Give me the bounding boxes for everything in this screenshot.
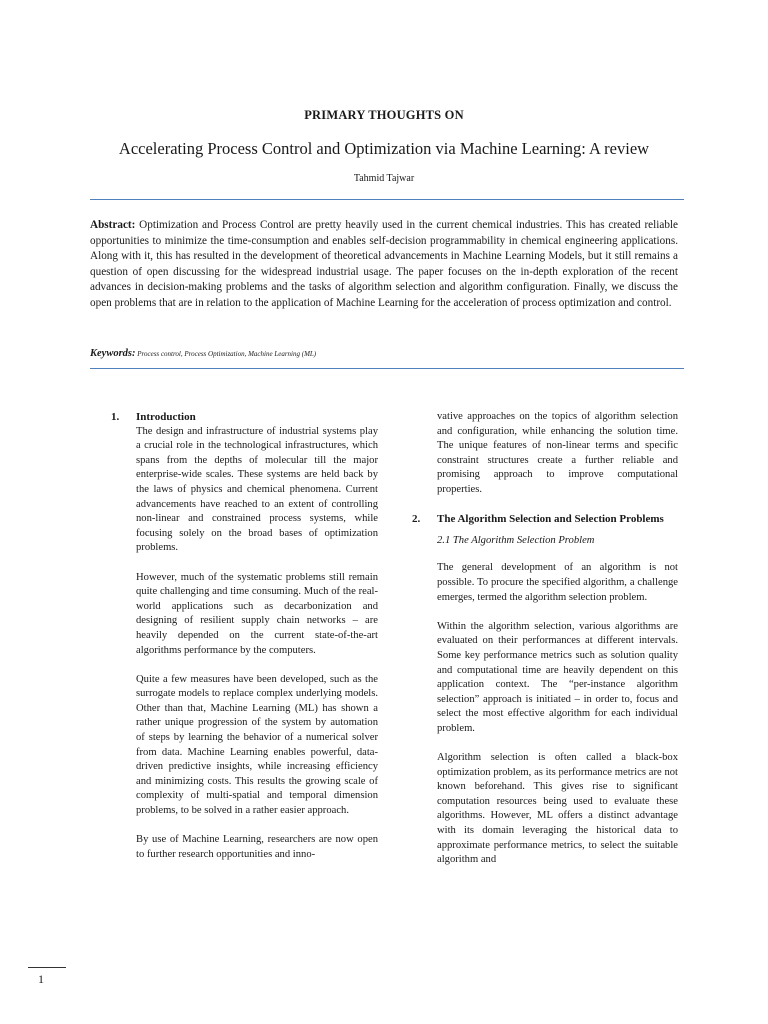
paragraph: The general development of an algorithm is not possible. To procure the specified algorithm, a challenge emerges, termed the algorithm selection problem.	[437, 562, 678, 603]
paragraph: By use of Machine Learning, researchers are now open to further research opportunities and inno-	[136, 834, 378, 860]
right-column	[412, 410, 678, 882]
paragraph: Quite a few measures have been developed, such as the surrogate models to replace complex underlying models. Other than that, Machine Learning (ML) has shown a rather unique progression of the system by automation of steps by learning the behavior of a numerical solver from data. Machine Learning enables powerful, data-driven predictive insights, while increasing efficiency and minimizing costs. This results the growing scale of complexity of multi-spatial and temporal dimension problems, to be solved in a rather easier approach.	[136, 673, 378, 817]
section-heading-introduction	[111, 410, 378, 425]
abstract	[90, 218, 678, 312]
paragraph: However, much of the systematic problems still remain quite challenging and time consuming. Much of the real-world applications such as decarbonization and designing of resilient supply chain networks – are heavily depended on the current state-of-the-art algorithms performance by the computers.	[136, 571, 378, 656]
subsection-title: 2.1 The Algorithm Selection Problem	[437, 534, 595, 546]
paragraph: Algorithm selection is often called a black-box optimization problem, as its performance metrics are not known beforehand. This gives rise to significant computation resources being used to evaluate these algorithms. However, ML offers a distinct advantage with its domain leveraging the historical data to approximate performance metrics, to select the suitable algorithm and	[437, 752, 678, 866]
paragraph: The design and infrastructure of industrial systems play a crucial role in the technological infrastructures, which spans from the depths of molecular till the major enterprise-wide scales. These systems are held back by the laws of physics and chemical phenomena. Current advancements have reached to an extent of controlling non-linear and constrained process systems, while focusing solely on the broad bases of optimization problems.	[136, 425, 378, 554]
left-column	[111, 410, 378, 877]
section-title: The Algorithm Selection and Selection Problems	[437, 513, 664, 526]
section-heading-algorithm-selection	[412, 512, 678, 527]
keywords-label: Keywords:	[90, 348, 136, 359]
abstract-label: Abstract:	[90, 219, 136, 231]
section-title: Introduction	[136, 411, 196, 423]
keywords	[90, 348, 678, 359]
section-number: 1.	[111, 411, 120, 423]
footer-divider	[28, 967, 66, 968]
paragraph: Within the algorithm selection, various algorithms are evaluated on their performances at different intervals. Some key performance metrics such as solution quality and computational time are heavily dependent on this application context. The “per-instance algorithm selection” approach is initiated – in order to, focus and select the most effective algorithm for each individual problem.	[437, 620, 678, 734]
paper-title: Accelerating Process Control and Optimization via Machine Learning: A review	[118, 139, 650, 158]
author-name: Tahmid Tajwar	[353, 173, 415, 184]
paper-header	[0, 108, 768, 184]
page-number: 1	[38, 972, 44, 986]
keywords-text: Process control, Process Optimization, Machine Learning (ML)	[135, 350, 317, 358]
header-kicker: PRIMARY THOUGHTS ON	[304, 108, 464, 122]
paragraph-continuation: vative approaches on the topics of algorithm selection and configuration, while enhancing the solution time. The unique features of non-linear terms and specific constraint structures create a further reliable and promising approach to improve computational properties.	[437, 411, 678, 495]
abstract-divider	[90, 368, 684, 369]
header-divider	[90, 199, 684, 200]
abstract-text: Optimization and Process Control are pretty heavily used in the current chemical industries. This has created reliable opportunities to minimize the time-consumption and enables self-decision programmability in chemical engineering applications. Along with it, this has resulted in the development of theoretical advancements in Machine Learning Models, but it still remains a question of open discussing for the widespread industrial usage. The paper focuses on the in-depth exploration of the recent advances in decision-making problems and the tasks of algorithm selection and algorithm configuration. Finally, we discuss the open problems that are in relation to the application of Machine Learning for the acceleration of process optimization and control.	[90, 219, 678, 309]
section-number: 2.	[412, 513, 421, 526]
